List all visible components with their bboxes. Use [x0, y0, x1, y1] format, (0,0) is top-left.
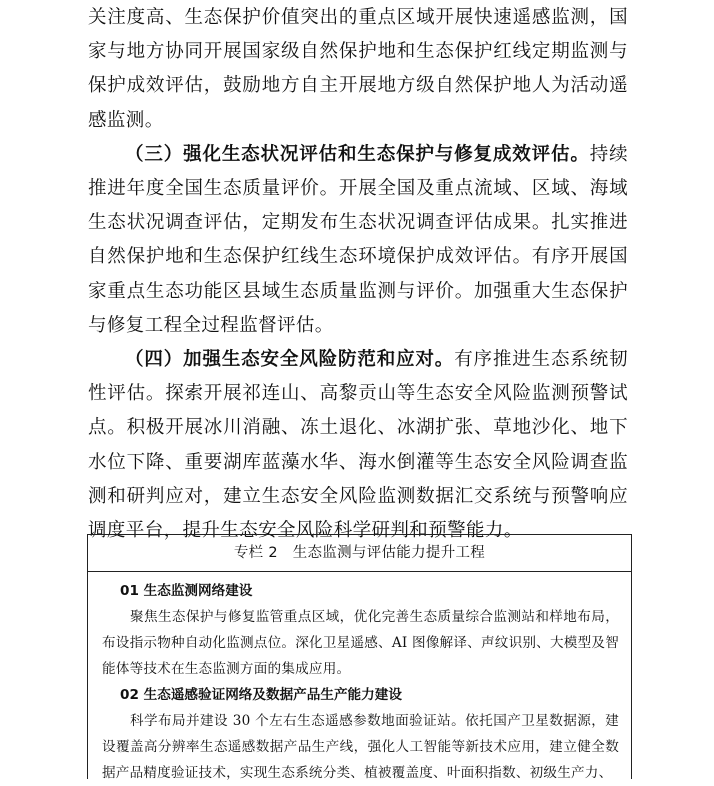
paragraph-text: 关注度高、生态保护价值突出的重点区域开展快速遥感监测，国家与地方协同开展国家级自然保护地和生态保护红线定期监测与保护成效评估，鼓励地方自主开展地方级自然保护地人为活动遥感监测。	[88, 7, 628, 131]
section-3-heading: （三）强化生态状况评估和生态保护与修复成效评估。	[125, 143, 590, 165]
paragraph-continued	[88, 1, 628, 138]
feature-box	[87, 534, 632, 779]
box-section-2-body: 科学布局并建设 30 个左右生态遥感参数地面验证站。依托国产卫星数据源，建设覆盖高分辨率生态遥感数据产品生产线，强化人工智能等新技术应用，建立健全数据产品精度验证技术，实现生态系统分类、植被覆盖度、叶面积指数、初级生产力、	[102, 713, 619, 781]
section-4-heading: （四）加强生态安全风险防范和应对。	[125, 349, 455, 371]
section-4-body: 有序推进生态系统韧性评估。探索开展祁连山、高黎贡山等生态安全风险监测预警试点。积极开展冰川消融、冻土退化、冰湖扩张、草地沙化、地下水位下降、重要湖库蓝藻水华、海水倒灌等生态安全风险调查监测和研判应对，建立生态安全风险监测数据汇交系统与预警响应调度平台，提升生态安全风险科学研判和预警能力。	[88, 349, 628, 542]
box-section-2-heading: 02 生态遥感验证网络及数据产品生产能力建设	[120, 687, 402, 703]
paragraph-section-3	[88, 138, 628, 343]
paragraph-section-4	[88, 343, 628, 548]
section-3-body: 持续推进年度全国生态质量评价。开展全国及重点流域、区域、海域生态状况调查评估，定期发布生态状况调查评估成果。扎实推进自然保护地和生态保护红线生态环境保护成效评估。有序开展国家重点生态功能区县域生态质量监测与评价。加强重大生态保护与修复工程全过程监督评估。	[88, 143, 628, 336]
main-text	[88, 1, 628, 548]
box-section-1-heading: 01 生态监测网络建设	[120, 583, 253, 599]
box-section-1-body: 聚焦生态保护与修复监管重点区域，优化完善生态质量综合监测站和样地布局，布设指示物种自动化监测点位。深化卫星遥感、AI 图像解译、声纹识别、大模型及智能体等技术在生态监测方面的集成应用。	[102, 609, 619, 677]
box-body	[88, 572, 631, 786]
box-title: 专栏 2 生态监测与评估能力提升工程	[88, 535, 631, 572]
